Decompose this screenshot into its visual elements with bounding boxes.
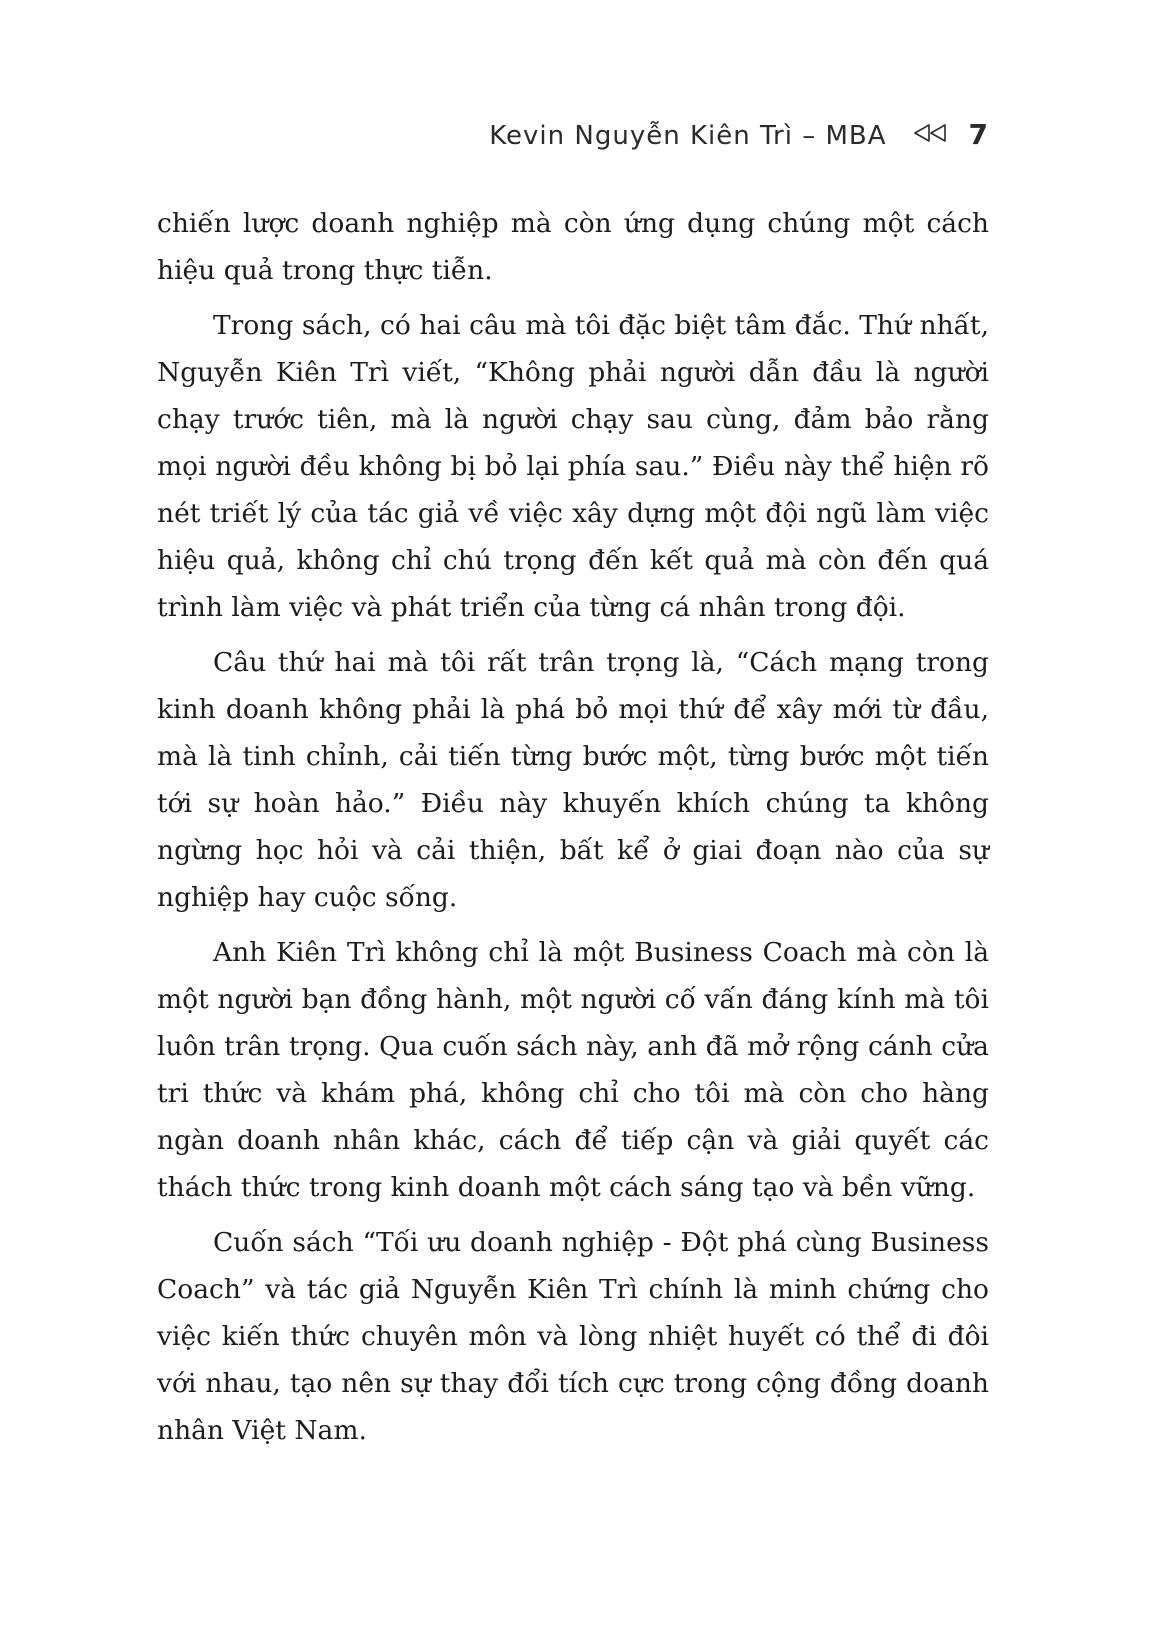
page-number: 7 [968,118,988,151]
paragraph: Trong sách, có hai câu mà tôi đặc biệt tâm đắc. Thứ nhất, Nguyễn Kiên Trì viết, “Không phải người dẫn đầu là người chạy trước tiên, mà là người chạy sau cùng, đảm bảo rằng mọi người đều không bị bỏ lại phía sau.” Điều này thể hiện rõ nét triết lý của tác giả về việc xây dựng một đội ngũ làm việc hiệu quả, không chỉ chú trọng đến kết quả mà còn đến quá trình làm việc và phát triển của từng cá nhân trong đội. [157,310,989,623]
paragraph: Cuốn sách “Tối ưu doanh nghiệp - Đột phá cùng Business Coach” và tác giả Nguyễn Kiên Trì chính là minh chứng cho việc kiến thức chuyên môn và lòng nhiệt huyết có thể đi đôi với nhau, tạo nên sự thay đổi tích cực trong cộng đồng doanh nhân Việt Nam. [157,1227,989,1446]
header-author: Kevin Nguyễn Kiên Trì – MBA [489,121,887,151]
body-text [157,200,989,1462]
paragraph: Anh Kiên Trì không chỉ là một Business Coach mà còn là một người bạn đồng hành, một người cố vấn đáng kính mà tôi luôn trân trọng. Qua cuốn sách này, anh đã mở rộng cánh cửa tri thức và khám phá, không chỉ cho tôi mà còn cho hàng ngàn doanh nhân khác, cách để tiếp cận và giải quyết các thách thức trong kinh doanh một cách sáng tạo và bền vững. [157,937,989,1203]
paragraph-continued: chiến lược doanh nghiệp mà còn ứng dụng chúng một cách hiệu quả trong thực tiễn. [157,208,989,286]
paragraph: Câu thứ hai mà tôi rất trân trọng là, “Cách mạng trong kinh doanh không phải là phá bỏ mọi thứ để xây mới từ đầu, mà là tinh chỉnh, cải tiến từng bước một, từng bước một tiến tới sự hoàn hảo.” Điều này khuyến khích chúng ta không ngừng học hỏi và cải thiện, bất kể ở giai đoạn nào của sự nghiệp hay cuộc sống. [157,647,989,913]
double-left-triangle-icon [913,124,947,142]
running-header [489,118,988,151]
